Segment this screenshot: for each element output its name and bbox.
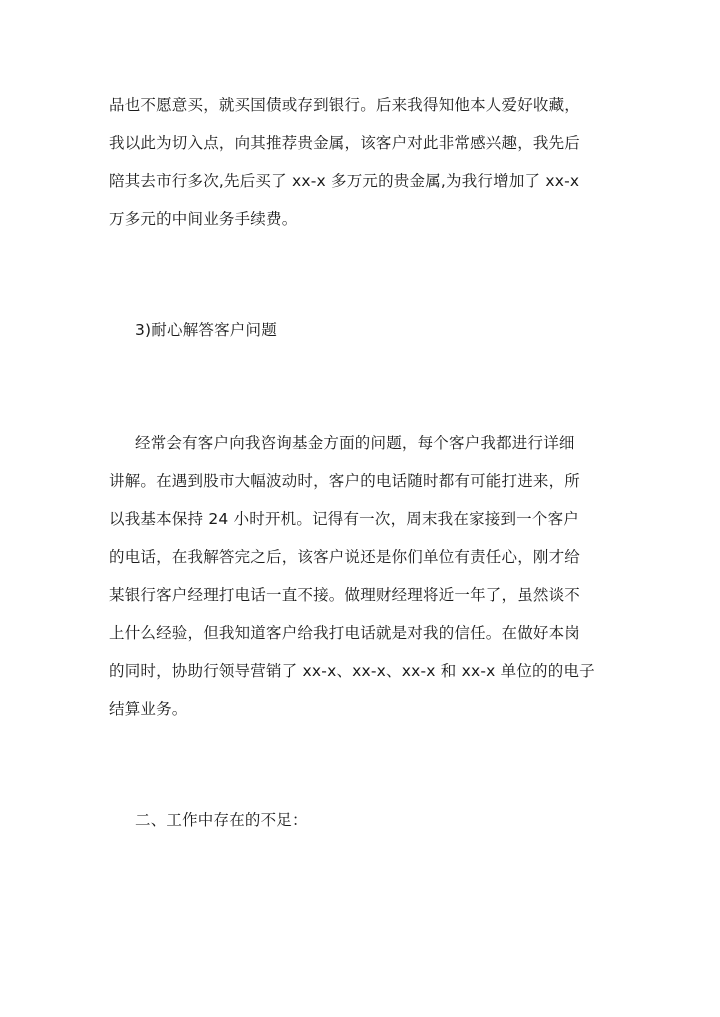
section-heading-2: 二、工作中存在的不足： xyxy=(135,811,308,829)
paragraph2-line-7: 的同时，协助行领导营销了 xx-x、xx-x、xx-x 和 xx-x 单位的的电子 xyxy=(109,662,595,680)
paragraph1-line-4: 万多元的中间业务手续费。 xyxy=(109,210,298,228)
paragraph2-line-2: 讲解。在遇到股市大幅波动时，客户的电话随时都有可能打进来，所 xyxy=(109,472,581,490)
paragraph2-line-8: 结算业务。 xyxy=(109,700,188,718)
paragraph2-line-4: 的电话，在我解答完之后，该客户说还是你们单位有责任心，刚才给 xyxy=(109,548,581,566)
paragraph2-line-6: 上什么经验，但我知道客户给我打电话就是对我的信任。在做好本岗 xyxy=(109,624,581,642)
paragraph2-line-3: 以我基本保持 24 小时开机。记得有一次，周末我在家接到一个客户 xyxy=(109,510,579,528)
paragraph2-line-5: 某银行客户经理打电话一直不接。做理财经理将近一年了，虽然谈不 xyxy=(109,586,581,604)
paragraph1-line-2: 我以此为切入点，向其推荐贵金属，该客户对此非常感兴趣，我先后 xyxy=(109,134,581,152)
subheading-3: 3)耐心解答客户问题 xyxy=(135,321,277,339)
paragraph1-line-3: 陪其去市行多次,先后买了 xx-x 多万元的贵金属,为我行增加了 xx-x xyxy=(109,172,580,190)
paragraph1-line-1: 品也不愿意买，就买国债或存到银行。后来我得知他本人爱好收藏， xyxy=(109,96,581,114)
paragraph2-line-1: 经常会有客户向我咨询基金方面的问题，每个客户我都进行详细 xyxy=(135,434,575,452)
